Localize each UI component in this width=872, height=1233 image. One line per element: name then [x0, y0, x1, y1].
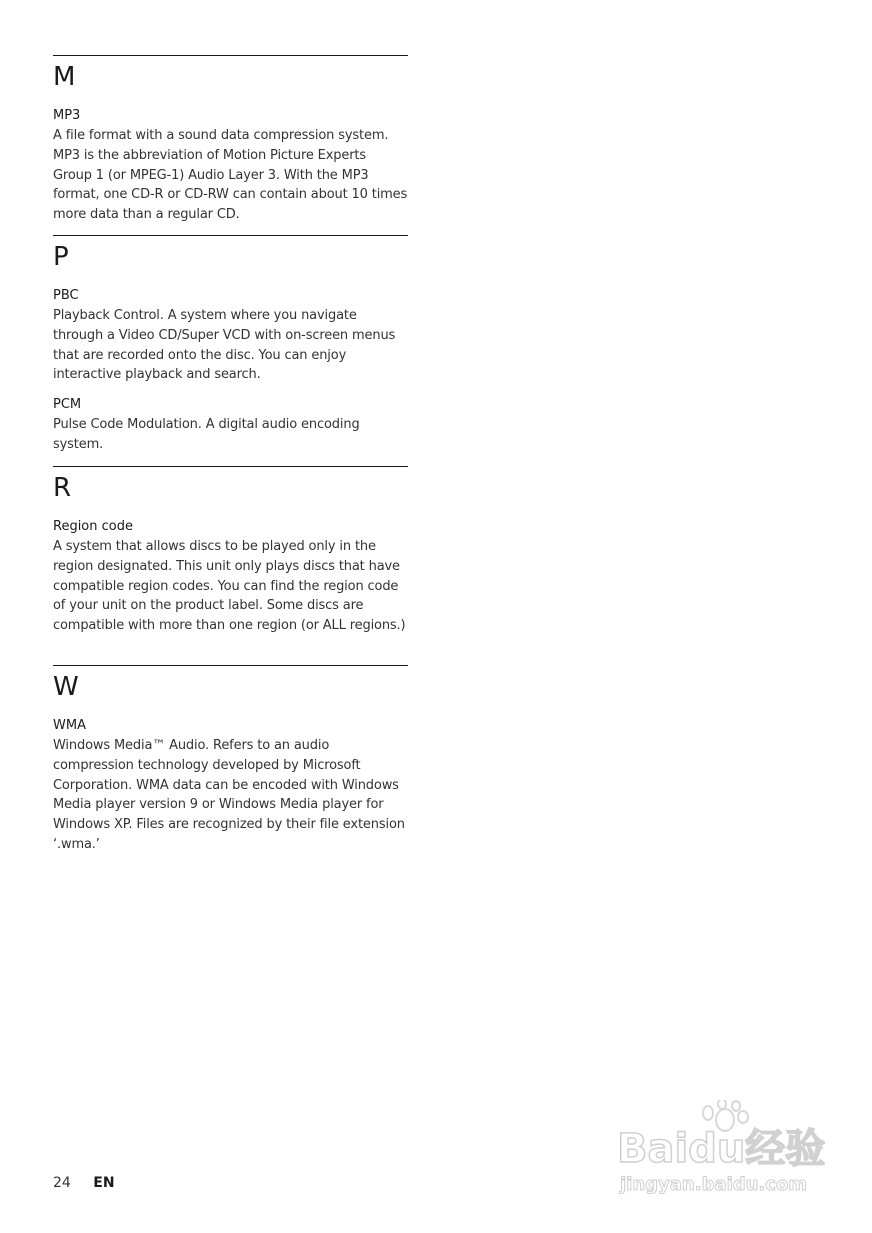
baidu-watermark-logo — [612, 1100, 827, 1200]
language-code: EN — [93, 1175, 115, 1191]
glossary-entry-wma — [53, 716, 408, 855]
glossary-term: WMA — [53, 718, 86, 733]
glossary-definition: Playback Control. A system where you navigate through a Video CD/Super VCD with on-screen menus that are recorded onto the disc. You can enjoy interactive playback and search. — [53, 308, 396, 383]
glossary-entry-pcm — [53, 395, 408, 455]
glossary-section-w — [53, 665, 408, 855]
glossary-section-r — [53, 466, 408, 636]
page-number: 24 — [53, 1175, 71, 1191]
svg-text:Baidu经验: Baidu经验 — [617, 1126, 826, 1172]
section-letter: P — [53, 242, 69, 272]
glossary-section-p — [53, 235, 408, 455]
glossary-entry-pbc — [53, 286, 408, 385]
glossary-definition: Pulse Code Modulation. A digital audio encoding system. — [53, 417, 360, 452]
glossary-term: Region code — [53, 519, 133, 534]
svg-text:jingyan.baidu.com: jingyan.baidu.com — [620, 1174, 808, 1195]
glossary-definition: Windows Media™ Audio. Refers to an audio compression technology developed by Microsoft Corporation. WMA data can be encoded with Windows Media player version 9 or Windows Media player for Windows XP. Files are recognized by their file extension ‘.wma.’ — [53, 738, 405, 852]
page-footer — [53, 1174, 115, 1192]
section-letter: W — [53, 672, 79, 702]
glossary-term: PCM — [53, 397, 82, 413]
glossary-section-m — [53, 55, 408, 225]
glossary-entry-mp3 — [53, 106, 408, 225]
glossary-term: MP3 — [53, 108, 81, 123]
glossary-definition: A system that allows discs to be played only in the region designated. This unit only plays discs that have compatible region codes. You can find the region code of your unit on the product label. Some discs are compatible with more than one region (or ALL regions.) — [53, 539, 406, 634]
section-letter: R — [53, 473, 72, 503]
section-letter: M — [53, 62, 76, 92]
glossary-definition: A file format with a sound data compression system. MP3 is the abbreviation of Motion Picture Experts Group 1 (or MPEG-1) Audio Layer 3. With the MP3 format, one CD-R or CD-RW can contain about 10 times more data than a regular CD. — [53, 128, 408, 223]
glossary-term: PBC — [53, 288, 79, 303]
glossary-column — [53, 55, 408, 852]
glossary-entry-region-code — [53, 517, 408, 636]
